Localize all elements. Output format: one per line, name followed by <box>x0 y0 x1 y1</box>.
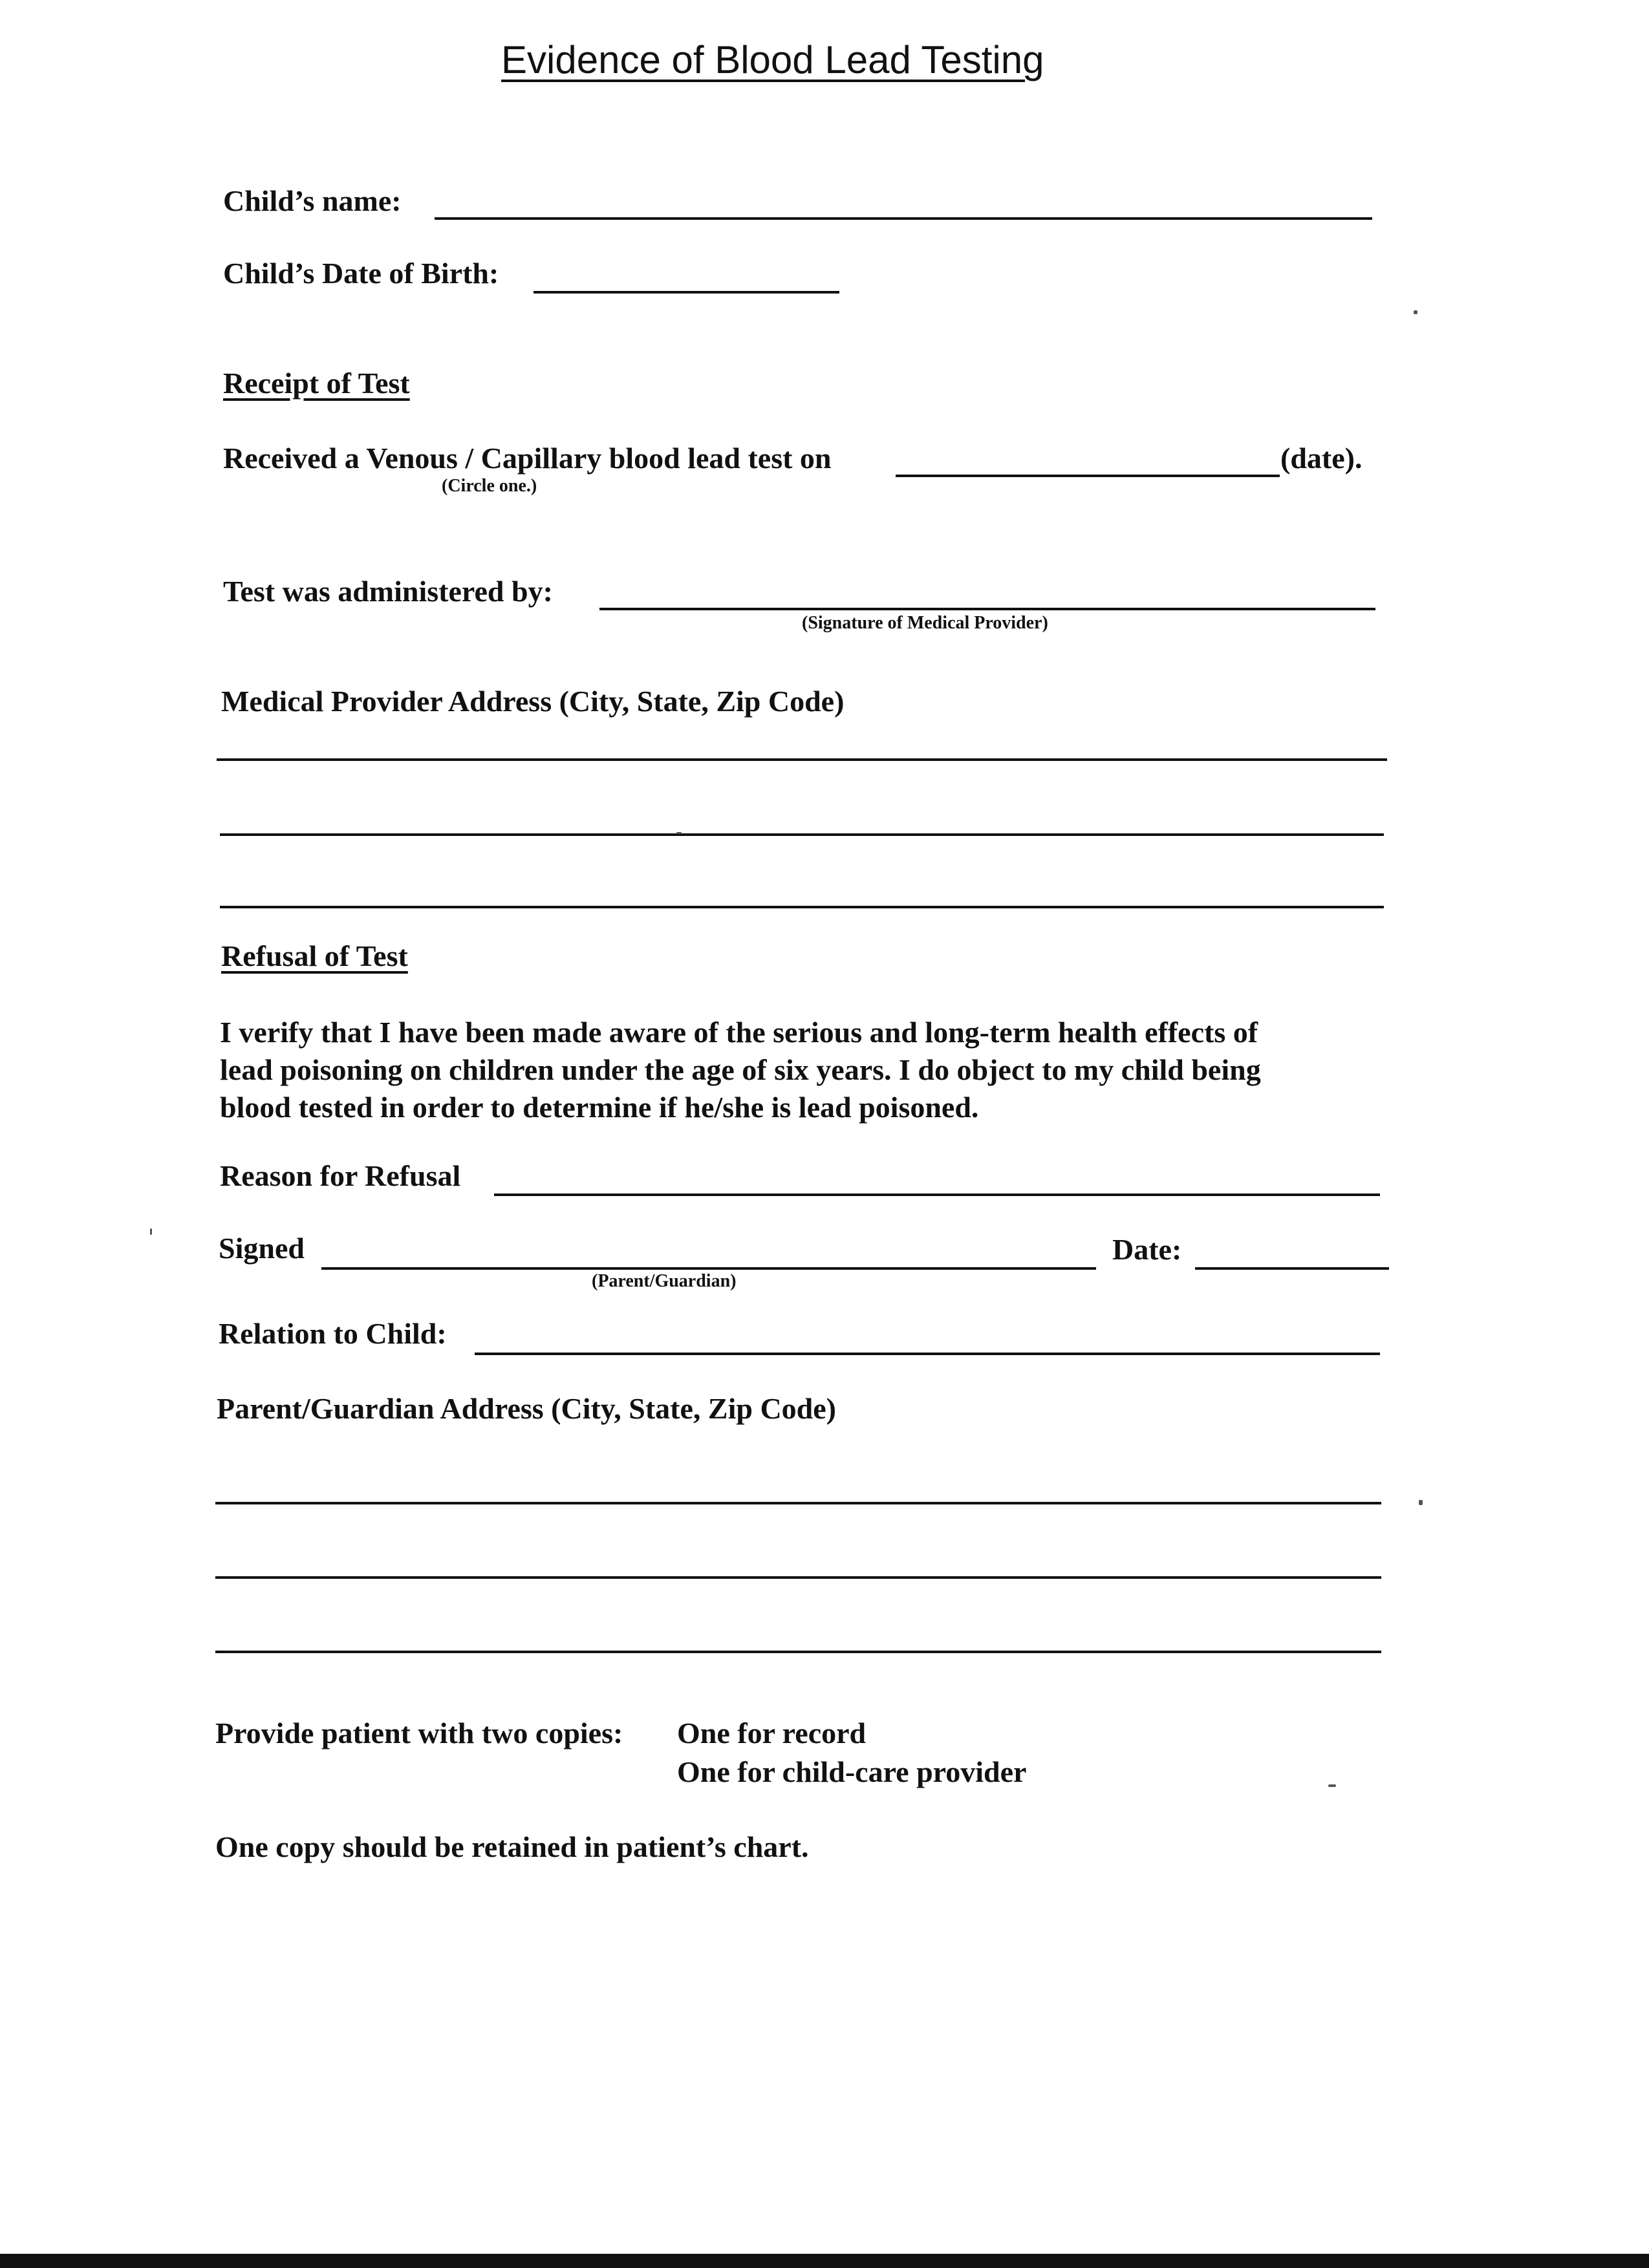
administered-by-label: Test was administered by: <box>223 575 553 608</box>
copy-two-text: One for child-care provider <box>677 1755 1027 1788</box>
retain-note: One copy should be retained in patient’s chart. <box>215 1830 809 1863</box>
test-date-field[interactable] <box>896 475 1280 477</box>
refusal-statement-line: blood tested in order to determine if he/she is lead poisoned. <box>220 1091 979 1124</box>
administered-by-field[interactable] <box>599 608 1375 610</box>
refusal-reason-label: Reason for Refusal <box>220 1159 461 1192</box>
signed-label: Signed <box>219 1232 305 1265</box>
child-dob-field[interactable] <box>534 291 839 294</box>
parent-guardian-note: (Parent/Guardian) <box>592 1271 737 1291</box>
page-title: Evidence of Blood Lead Testing <box>501 38 1044 81</box>
refusal-statement <box>220 1014 1384 1126</box>
child-dob-label: Child’s Date of Birth: <box>223 257 499 290</box>
scan-speck <box>1419 1500 1423 1505</box>
child-name-label: Child’s name: <box>223 184 402 217</box>
child-name-field[interactable] <box>435 217 1372 220</box>
provider-address-line-1[interactable] <box>217 758 1387 761</box>
relation-label: Relation to Child: <box>219 1317 447 1350</box>
scan-speck <box>1328 1784 1336 1787</box>
signed-date-label: Date: <box>1112 1233 1182 1266</box>
provider-address-line-2[interactable] <box>220 833 1384 836</box>
refusal-statement-line: I verify that I have been made aware of the serious and long-term health effects of <box>220 1016 1258 1049</box>
parent-address-line-2[interactable] <box>215 1576 1381 1579</box>
signed-field[interactable] <box>321 1267 1096 1270</box>
parent-address-label: Parent/Guardian Address (City, State, Zip Code) <box>217 1392 836 1425</box>
refusal-statement-line: lead poisoning on children under the age of six years. I do object to my child being <box>220 1053 1261 1086</box>
scan-speck <box>1414 310 1417 314</box>
signed-date-field[interactable] <box>1195 1267 1389 1270</box>
copy-one-text: One for record <box>677 1717 867 1749</box>
date-suffix: (date). <box>1280 442 1363 475</box>
parent-address-line-1[interactable] <box>215 1502 1381 1504</box>
scan-speck <box>676 832 682 834</box>
copies-label: Provide patient with two copies: <box>215 1717 623 1749</box>
refusal-reason-field[interactable] <box>494 1193 1380 1196</box>
relation-field[interactable] <box>475 1353 1380 1355</box>
circle-one-note: (Circle one.) <box>442 476 537 496</box>
received-test-label: Received a Venous / Capillary blood lead test on <box>223 442 832 475</box>
signature-note: (Signature of Medical Provider) <box>802 613 1048 633</box>
parent-address-line-3[interactable] <box>215 1651 1381 1653</box>
receipt-heading: Receipt of Test <box>223 367 410 400</box>
scan-speck <box>150 1228 152 1235</box>
provider-address-line-3[interactable] <box>220 906 1384 908</box>
refusal-heading: Refusal of Test <box>221 939 408 972</box>
provider-address-label: Medical Provider Address (City, State, Zip Code) <box>221 685 845 718</box>
scan-edge-bar <box>0 2254 1649 2268</box>
